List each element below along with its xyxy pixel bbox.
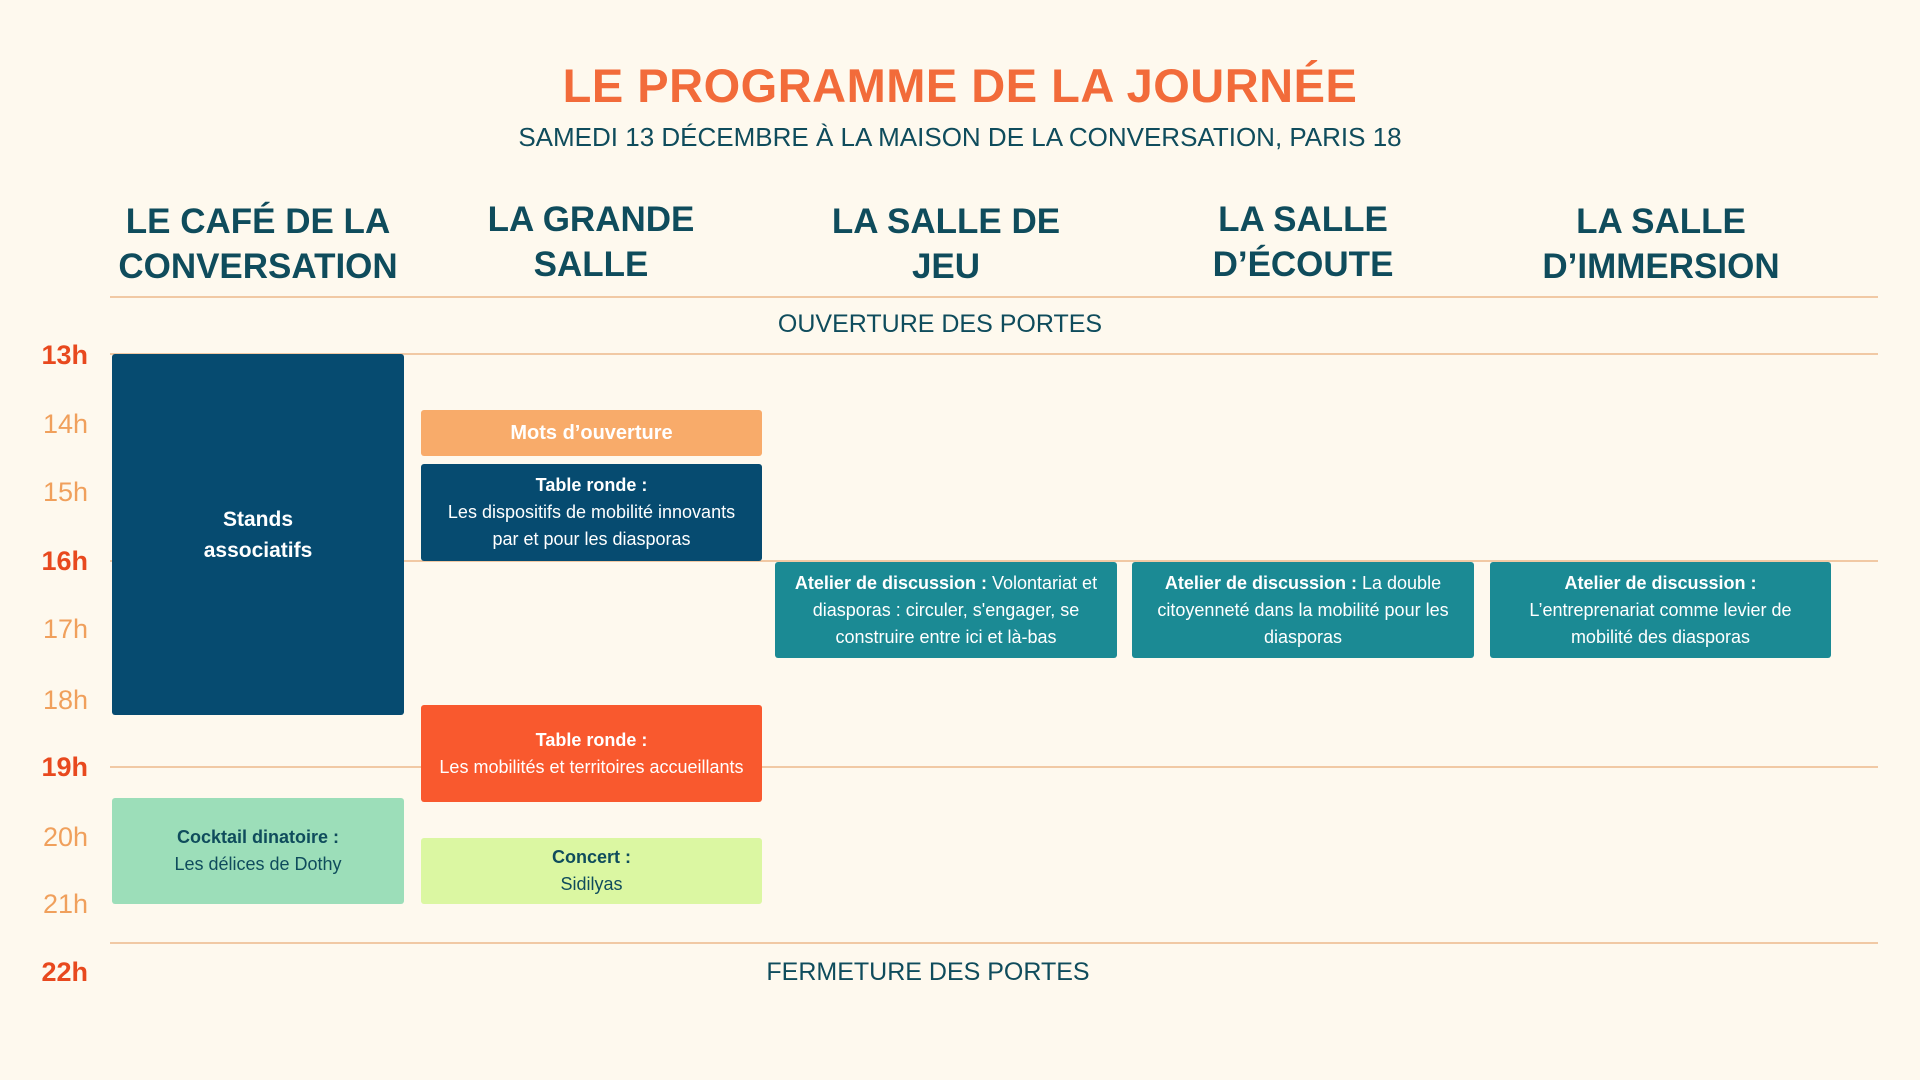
hour-label-22h: 22h xyxy=(41,957,88,987)
hour-label-18h: 18h xyxy=(42,685,88,715)
event-description: Sidilyas xyxy=(560,874,623,894)
hour-label-21h: 21h xyxy=(42,889,88,919)
page-title: LE PROGRAMME DE LA JOURNÉE xyxy=(562,59,1358,112)
event-title: Atelier de discussion : xyxy=(794,572,987,593)
hour-label-19h: 19h xyxy=(41,752,88,782)
event-title: Stands associatifs xyxy=(203,507,313,562)
event-content xyxy=(793,570,1099,651)
event-title: Concert : xyxy=(551,847,631,867)
event-atelier-volontariat xyxy=(775,562,1117,658)
event-title: Mots d’ouverture xyxy=(510,421,673,444)
hour-label-13h: 13h xyxy=(41,340,88,370)
event-table-ronde-dispositifs xyxy=(421,464,762,561)
event-description: La double citoyenneté dans la mobilité pour les diasporas xyxy=(1157,572,1449,647)
separator-header xyxy=(110,296,1878,298)
event-content xyxy=(1150,570,1456,651)
event-description: Volontariat et diasporas : circuler, s'engager, se construire entre ici et là-bas xyxy=(812,572,1098,647)
event-title: Table ronde : xyxy=(535,475,648,495)
separator-closing xyxy=(110,942,1878,944)
event-title: Atelier de discussion : xyxy=(1564,572,1757,593)
closing-banner: FERMETURE DES PORTES xyxy=(766,958,1090,986)
room-header-salle-ecoute: LA SALLE D’ÉCOUTE xyxy=(1212,200,1394,284)
page-subtitle: SAMEDI 13 DÉCEMBRE À LA MAISON DE LA CONVERSATION, PARIS 18 xyxy=(518,122,1402,152)
event-stands-associatifs xyxy=(112,354,404,715)
event-description: Les délices de Dothy xyxy=(174,854,342,874)
hour-label-20h: 20h xyxy=(42,822,88,852)
room-header-grande-salle: LA GRANDE SALLE xyxy=(487,200,695,284)
event-concert xyxy=(421,838,762,904)
room-header-salle-jeu: LA SALLE DE JEU xyxy=(831,202,1061,286)
event-atelier-double-citoyennete xyxy=(1132,562,1474,658)
room-header-cafe: LE CAFÉ DE LA CONVERSATION xyxy=(118,202,398,286)
room-header-salle-immersion: LA SALLE D’IMMERSION xyxy=(1542,202,1780,286)
hour-label-17h: 17h xyxy=(42,614,88,644)
event-title: Table ronde : xyxy=(535,729,648,750)
separator-19h xyxy=(110,766,1878,768)
event-atelier-entreprenariat xyxy=(1490,562,1831,658)
hour-label-16h: 16h xyxy=(41,546,88,576)
event-description: Les mobilités et territoires accueillants xyxy=(439,756,744,777)
hour-label-15h: 15h xyxy=(42,477,88,507)
event-table-ronde-territoires xyxy=(421,705,762,802)
event-description: Les dispositifs de mobilité innovants par et pour les diasporas xyxy=(447,502,736,549)
event-description: L’entreprenariat comme levier de mobilité des diasporas xyxy=(1529,599,1792,647)
opening-banner: OUVERTURE DES PORTES xyxy=(777,310,1103,338)
hour-label-14h: 14h xyxy=(42,409,88,439)
event-title: Atelier de discussion : xyxy=(1164,572,1357,593)
event-title: Cocktail dinatoire : xyxy=(176,827,340,847)
event-mots-ouverture xyxy=(421,410,762,456)
event-cocktail-dinatoire xyxy=(112,798,404,904)
